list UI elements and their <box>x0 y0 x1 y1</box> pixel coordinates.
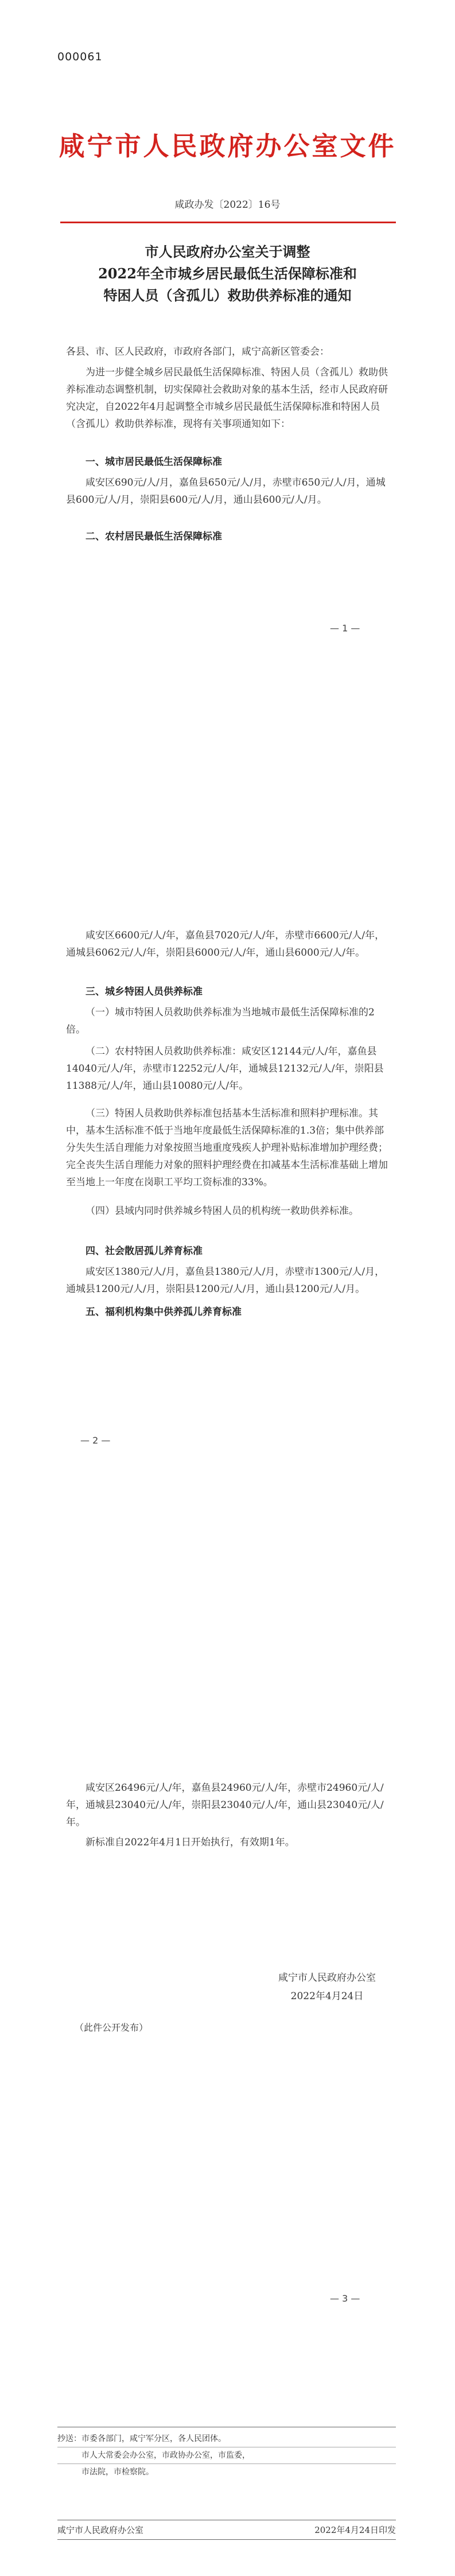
section-4-heading: 四、社会散居孤儿养育标准 <box>85 1246 203 1257</box>
footer-date: 2022年4月24日印发 <box>314 2525 396 2535</box>
addressee: 各县、市、区人民政府，市政府各部门，咸宁高新区管委会： <box>66 346 329 358</box>
section-4-body: 咸安区1380元/人/月，嘉鱼县1380元/人/月，赤壁市1300元/人/月，通城县1200元/人/月，崇阳县1200元/人/月，通山县1200元/人/月。 <box>66 1266 385 1295</box>
document-header: 咸宁市人民政府办公室文件 <box>59 131 396 161</box>
red-divider <box>60 222 396 223</box>
page-number-1: — 1 — <box>330 623 360 634</box>
issue-footer <box>57 2520 396 2540</box>
signature-date: 2022年4月24日 <box>290 1991 364 2002</box>
cc-line-3: 市法院，市检察院。 <box>81 2468 154 2477</box>
page-number-3: — 3 — <box>330 2293 360 2304</box>
cc-line-1: 抄送：市委各部门，咸宁军分区，各人民团体。 <box>57 2431 396 2447</box>
section-2-heading: 二、农村居民最低生活保障标准 <box>85 531 222 542</box>
document-number: 咸政办发〔2022〕16号 <box>174 199 281 211</box>
signature-block <box>264 1969 390 2005</box>
title-line-2: 2022年全市城乡居民最低生活保障标准和 <box>98 265 357 282</box>
title-line-1: 市人民政府办公室关于调整 <box>145 243 310 260</box>
section-1-body: 咸安区690元/人/月，嘉鱼县650元/人/月，赤壁市650元/人/月，通城县600元/人/月，崇阳县600元/人/月，通山县600元/人/月。 <box>66 477 386 506</box>
section-3-item-1: （一）城市特困人员救助供养标准为当地城市最低生活保障标准的2倍。 <box>66 1007 375 1035</box>
section-1-heading: 一、城市居民最低生活保障标准 <box>85 456 222 468</box>
footer-org: 咸宁市人民政府办公室 <box>57 2525 144 2535</box>
effective-date-note: 新标准自2022年4月1日开始执行，有效期1年。 <box>85 1837 295 1848</box>
section-3-item-4: （四）县域内同时供养城乡特困人员的机构统一救助供养标准。 <box>85 1205 359 1217</box>
page-2 <box>0 858 455 1716</box>
intro-paragraph: 为进一步健全城乡居民最低生活保障标准、特困人员（含孤儿）救助供养标准动态调整机制，切实保障社会救助对象的基本生活，经市人民政府研究决定，自2022年4月起调整全市城乡居民最低生活保障标准和特困人员（含孤儿）救助供养标准，现将有关事项通知如下： <box>66 367 388 430</box>
document-code: 000061 <box>57 51 103 63</box>
section-2-body: 咸安区6600元/人/年，嘉鱼县7020元/人/年，赤壁市6600元/人/年，通城县6062元/人/年，崇阳县6000元/人/年，通山县6000元/人/年。 <box>66 930 385 959</box>
publish-note: （此件公开发布） <box>75 2022 149 2033</box>
cc-line-2: 市人大常委会办公室，市政协办公室，市监委， <box>57 2447 396 2464</box>
signature-org: 咸宁市人民政府办公室 <box>278 1972 376 1984</box>
section-3-item-3: （三）特困人员救助供养标准包括基本生活标准和照料护理标准。其中，基本生活标准不低于当地年度最低生活保障标准的1.3倍；集中供养部分失失生活自理能力对象按照当地重度残疾人护理补贴标准增加护理经费；完全丧失生活自理能力对象的照料护理经费在扣减基本生活标准基础上增加至当地上一年度在岗职工平均工资标准的33%。 <box>66 1108 388 1188</box>
page-1 <box>0 0 455 858</box>
page-number-2: — 2 — <box>80 1435 111 1446</box>
section-5-heading: 五、福利机构集中供养孤儿养育标准 <box>85 1306 242 1318</box>
document-title <box>0 241 455 307</box>
section-3-heading: 三、城乡特困人员供养标准 <box>85 986 203 998</box>
title-line-3: 特困人员（含孤儿）救助供养标准的通知 <box>103 287 352 304</box>
cc-block <box>57 2427 396 2480</box>
section-5-body: 咸安区26496元/人/年，嘉鱼县24960元/人/年，赤壁市24960元/人/年，通城县23040元/人/年，崇阳县23040元/人/年，通山县23040元/人/年。 <box>66 1782 384 1828</box>
section-3-item-2: （二）农村特困人员救助供养标准：咸安区12144元/人/年，嘉鱼县14040元/人/年，赤壁市12252元/人/年，通城县12132元/人/年，崇阳县11388元/人/年，通山县10080元/人/年。 <box>66 1046 384 1092</box>
